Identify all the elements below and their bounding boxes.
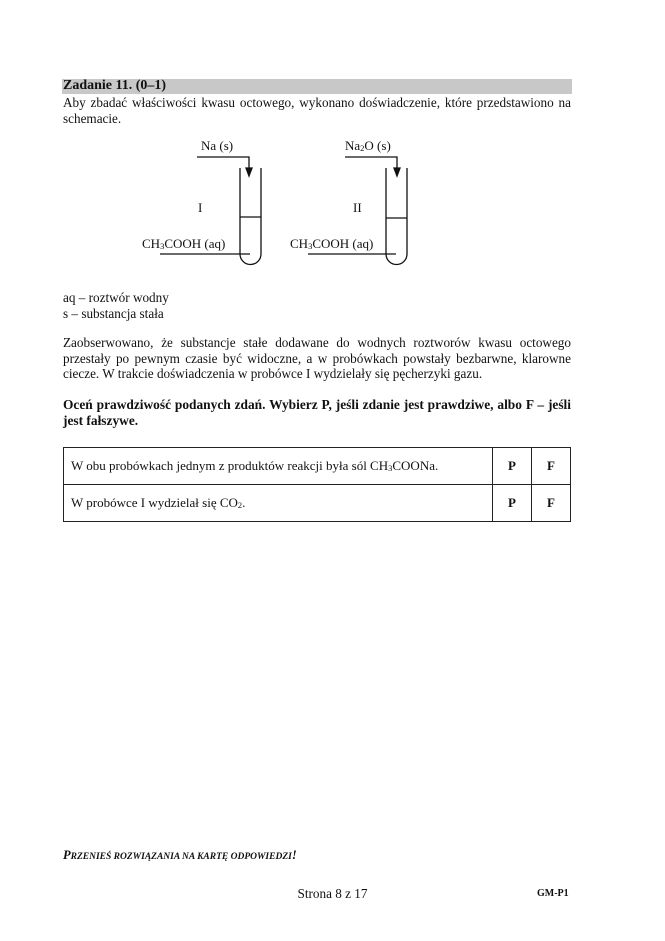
statement-1: W obu probówkach jednym z produktów reakcji była sól $CH_3COONa$. [64, 448, 493, 485]
legend-item-aq: aq – roztwór wodny [63, 290, 169, 305]
table-row [64, 448, 571, 485]
statement-1-true-option[interactable]: P [493, 448, 532, 485]
page-number: Strona 8 z 17 [297, 886, 368, 901]
instruction-text: Oceń prawdziwość podanych zdań. Wybierz P, jeśli zdanie jest prawdziwe, albo F – jeśli jest fałszywe. [63, 397, 571, 428]
table-row [64, 485, 571, 522]
tube-2-solution-label: $CH_3COOH$ (aq) [290, 236, 374, 251]
tube-1-number: I [198, 200, 203, 215]
tube-2-body [386, 168, 407, 265]
exam-code: GM-P1 [537, 888, 569, 899]
tube-2-number: II [353, 200, 362, 215]
task-intro: Aby zbadać właściwości kwasu octowego, wykonano doświadczenie, które przedstawiono na schemacie. [63, 95, 571, 126]
transfer-answers-note: PRZENIEŚ ROZWIĄZANIA NA KARTĘ ODPOWIEDZI! [63, 848, 297, 862]
statement-2-true-option[interactable]: P [493, 485, 532, 522]
true-false-table [63, 447, 571, 522]
tube-2-arrowhead [394, 168, 400, 176]
legend-item-s: s – substancja stała [63, 305, 164, 321]
tube-1-reagent-label: Na (s) [201, 138, 234, 153]
statement-2: W probówce I wydzielał się $CO_2$. [64, 485, 493, 522]
tube-1-body [240, 168, 261, 265]
statement-1-false-option[interactable]: F [532, 448, 571, 485]
observation-text: Zaobserwowano, że substancje stałe dodawane do wodnych roztworów kwasu octowego przestały po pewnym czasie być widoczne, a w probówkach powstały bezbarwne, klarowne ciecze. W trakcie doświadczenia w probówce I wydzielały się pęcherzyki gazu. [63, 335, 571, 381]
task-title: Zadanie 11. (0–1) [63, 78, 167, 93]
tube-2-reagent-arrow-line [345, 157, 397, 172]
statement-2-false-option[interactable]: F [532, 485, 571, 522]
tube-1-arrowhead [246, 168, 252, 176]
tube-2-reagent-label: $Na_2O$ (s) [345, 138, 391, 153]
tube-1-reagent-arrow-line [197, 157, 249, 172]
legend [63, 290, 571, 321]
tube-1-solution-label: $CH_3COOH$ (aq) [142, 236, 226, 251]
